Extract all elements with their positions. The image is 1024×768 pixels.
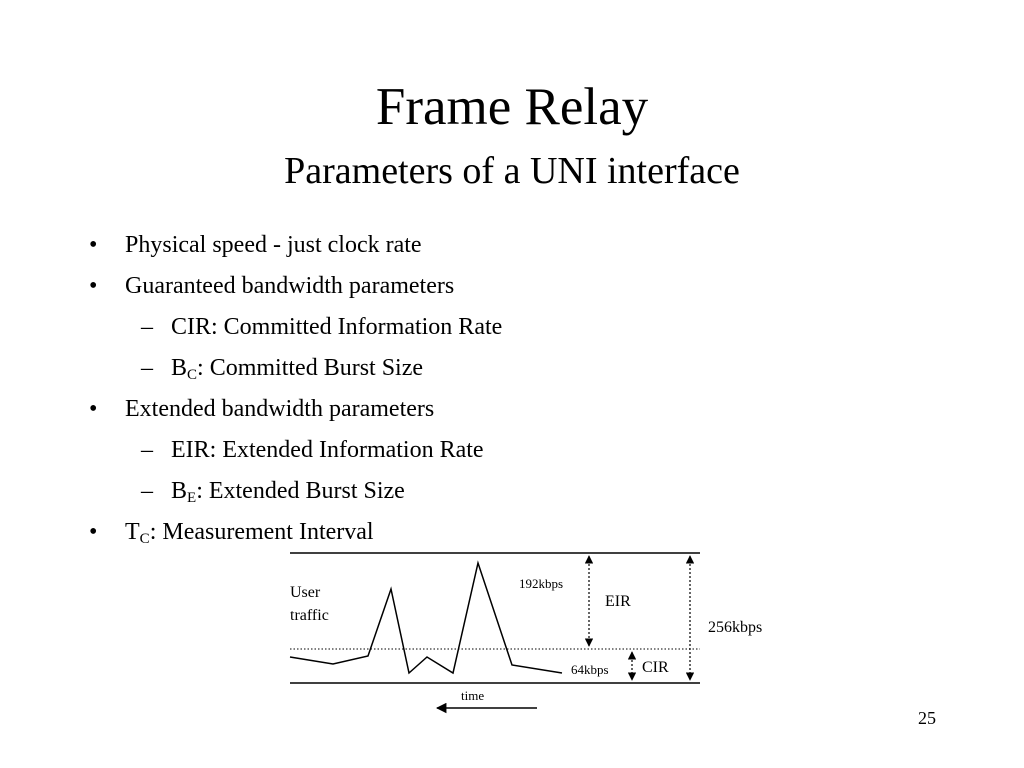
eir-label: EIR: [605, 593, 631, 610]
sub-bullet-text: CIR: Committed Information Rate: [171, 314, 503, 340]
dash-mark: –: [141, 478, 153, 504]
bullet-mark: •: [89, 519, 98, 545]
rate-256-label: 256kbps: [708, 619, 763, 636]
cir-label: CIR: [642, 659, 669, 676]
bullet-mark: •: [89, 273, 98, 299]
tc-symbol: T: [125, 519, 140, 545]
dash-mark: –: [141, 355, 153, 381]
dash-mark: –: [141, 314, 153, 340]
be-symbol: B: [171, 478, 188, 504]
tc-subscript: C: [139, 531, 150, 547]
dash-mark: –: [141, 437, 153, 463]
sub-bullet-text: EIR: Extended Information Rate: [171, 437, 484, 463]
bc-symbol: B: [171, 355, 188, 381]
rate-192-label: 192kbps: [519, 576, 564, 591]
bullet-text: Extended bandwidth parameters: [125, 396, 435, 422]
user-traffic-label-line1: User: [290, 584, 321, 601]
user-traffic-label-line2: traffic: [290, 607, 329, 624]
bullet-text: Physical speed - just clock rate: [125, 232, 422, 258]
bullet-text: : Measurement Interval: [149, 519, 374, 545]
bullet-mark: •: [89, 396, 98, 422]
time-label: time: [461, 688, 485, 703]
sub-bullet-text: : Committed Burst Size: [197, 355, 424, 381]
slide-number: 25: [918, 708, 936, 728]
sub-bullet-text: : Extended Burst Size: [196, 478, 405, 504]
slide-subtitle: Parameters of a UNI interface: [284, 150, 740, 192]
rate-64-label: 64kbps: [571, 662, 609, 677]
slide-title: Frame Relay: [375, 78, 649, 136]
be-subscript: E: [187, 490, 197, 506]
bullet-mark: •: [89, 232, 98, 258]
bc-subscript: C: [187, 367, 198, 383]
bullet-text: Guaranteed bandwidth parameters: [125, 273, 455, 299]
